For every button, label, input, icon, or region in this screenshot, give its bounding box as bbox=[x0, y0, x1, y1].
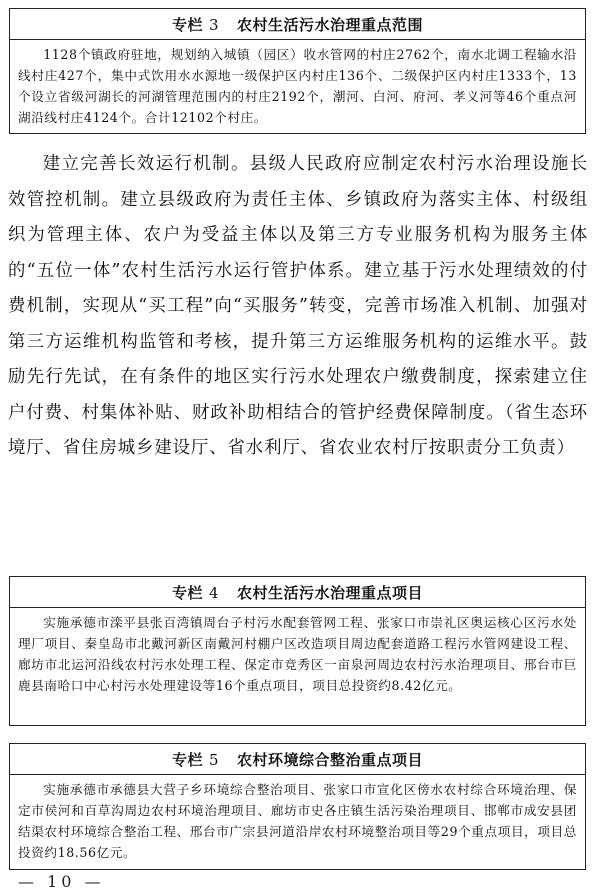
box-5-title: 农村环境综合整治重点项目 bbox=[237, 750, 424, 769]
box-4-title: 农村生活污水治理重点项目 bbox=[237, 583, 424, 602]
sidebar-box-3 bbox=[9, 8, 586, 134]
box-3-label: 专栏 3 bbox=[171, 15, 220, 34]
box-3-title: 农村生活污水治理重点范围 bbox=[237, 15, 424, 34]
box-3-header bbox=[10, 9, 585, 40]
box-4-body: 实施承德市滦平县张百湾镇周台子村污水配套管网工程、张家口市崇礼区奥运核心区污水处理厂项目、秦皇岛市北戴河新区南戴河村棚户区改造项目周边配套道路工程污水管网建设工程、廊坊市北运河沿线农村污水处理工程、保定市竞秀区一亩泉河周边农村污水治理项目、邢台市巨鹿县南哈口中心村污水处理建设等16个重点项目，项目总投资约8.42亿元。 bbox=[18, 615, 577, 693]
box-5-body: 实施承德市承德县大营子乡环境综合整治项目、张家口市宣化区傍水农村综合环境治理、保定市侯河和百草沟周边农村环境治理项目、廊坊市史各庄镇生活污染治理项目、邯郸市成安县团结渠农村环境综合整治工程、邢台市广宗县河道沿岸农村环境整治项目等29个重点项目，项目总投资约18.56亿元。 bbox=[18, 782, 577, 860]
sidebar-box-4 bbox=[9, 576, 586, 726]
box-5-header bbox=[10, 744, 585, 775]
box-4-label: 专栏 4 bbox=[171, 583, 220, 602]
main-paragraph: 建立完善长效运行机制。县级人民政府应制定农村污水治理设施长效管控机制。建立县级政府为责任主体、乡镇政府为落实主体、村级组织为管理主体、农户为受益主体以及第三方专业服务机构为服务主体的“五位一体”农村生活污水运行管护体系。建立基于污水处理绩效的付费机制，实现从“买工程”向“买服务”转变，完善市场准入机制、加强对第三方运维机构监管和考核，提升第三方运维服务机构的运维水平。鼓励先行先试，在有条件的地区实行污水处理农户缴费制度，探索建立住户付费、村集体补贴、财政补助相结合的管护经费保障制度。（省生态环境厅、省住房城乡建设厅、省水利厅、省农业农村厅按职责分工负责） bbox=[8, 154, 588, 458]
box-5-label: 专栏 5 bbox=[171, 750, 220, 769]
sidebar-box-5 bbox=[9, 743, 586, 870]
page-number: — 10 — bbox=[18, 872, 105, 891]
box-4-header bbox=[10, 577, 585, 608]
box-3-body: 1128个镇政府驻地，规划纳入城镇（园区）收水管网的村庄2762个，南水北调工程输水沿线村庄427个，集中式饮用水水源地一级保护区内村庄136个、二级保护区内村庄1333个，13个设立省级河湖长的河湖管理范围内的村庄2192个，潮河、白河、府河、孝义河等46个重点河湖沿线村庄4124个。合计12102个村庄。 bbox=[18, 47, 577, 125]
